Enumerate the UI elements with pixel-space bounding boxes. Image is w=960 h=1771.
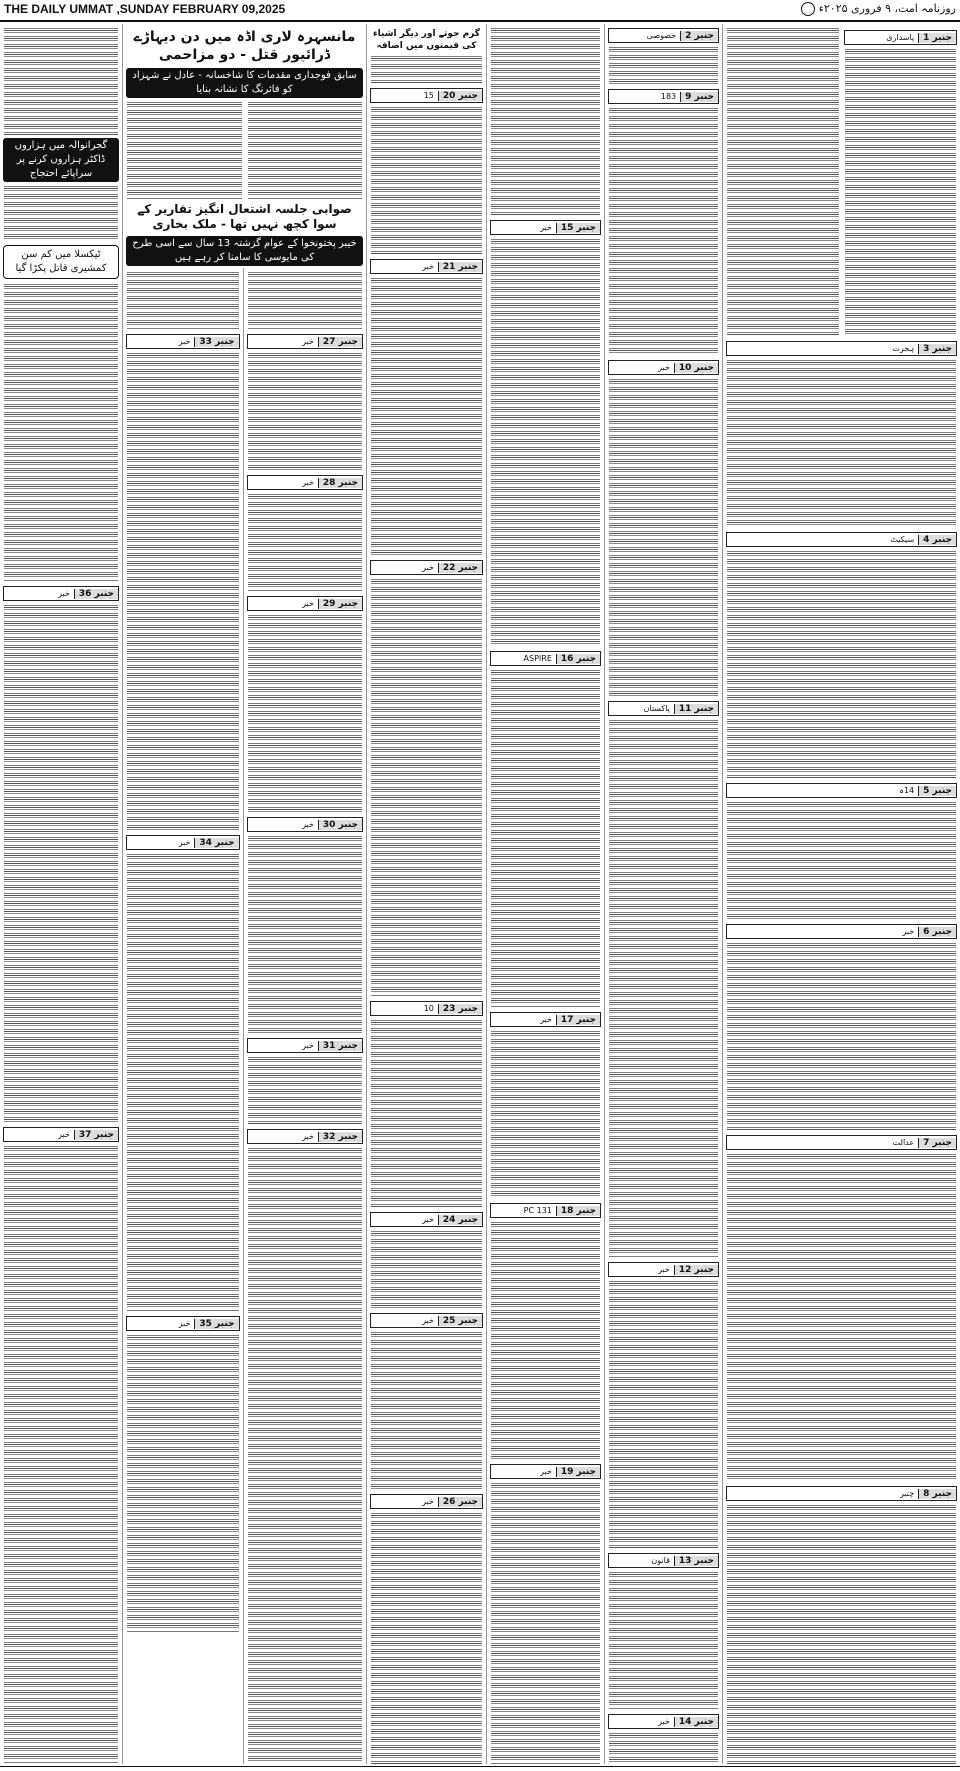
story-text: [491, 237, 600, 647]
story-text: [248, 100, 363, 200]
story-number: جنبر 26: [438, 1497, 482, 1507]
story-tag: [490, 651, 601, 666]
story-number: جنبر 16: [556, 654, 600, 664]
story-tag: [247, 334, 364, 349]
story-tag: [726, 924, 957, 939]
story-number: جنبر 14: [674, 1717, 718, 1727]
story-block: [608, 28, 719, 1764]
column-3: [486, 24, 604, 1764]
story-number: جنبر 9: [680, 92, 718, 102]
story-number: جنبر 17: [556, 1015, 600, 1025]
story-caption: PC 131: [523, 1206, 552, 1215]
story-caption: خبر: [540, 1015, 552, 1024]
story-text: [127, 1333, 239, 1633]
story-caption: خبر: [178, 838, 191, 847]
story-tag: [608, 1714, 719, 1729]
story-caption: خبر: [658, 1717, 670, 1726]
story-text: [727, 358, 956, 528]
story-tag: [370, 1494, 483, 1509]
story-text: [727, 1152, 956, 1482]
story-caption: خبر: [658, 1265, 670, 1274]
story-text: [491, 1481, 600, 1764]
story-text: [609, 45, 718, 85]
story-number: جنبر 29: [318, 599, 362, 609]
story-caption: خبر: [658, 363, 670, 372]
story-block: [370, 26, 483, 1764]
story-text: [248, 492, 363, 592]
story-number: جنبر 8: [918, 1489, 956, 1499]
story-tag: [126, 1316, 240, 1331]
story-number: جنبر 32: [318, 1132, 362, 1142]
story-number: جنبر 11: [674, 704, 718, 714]
story-caption: خبر: [178, 337, 191, 346]
story-caption: سیکیٹ: [890, 535, 915, 544]
swabi-strapline: خیبر پختونخوا کے عوام گزشتہ 13 سال سے اسی طرح کی مایوسی کا سامنا کر رہے ہیں: [126, 236, 363, 266]
story-text: [845, 47, 957, 337]
story-tag: [247, 1038, 364, 1053]
story-text: [727, 1503, 956, 1764]
story-text: [371, 1511, 482, 1764]
story-tag: [126, 835, 240, 850]
story-number: جنبر 3: [918, 344, 956, 354]
story-text: [127, 270, 239, 330]
page-footer-rule: [0, 1766, 960, 1771]
story-tag: [370, 88, 483, 103]
story-caption: 14ہ: [899, 786, 915, 795]
story-number: جنبر 1: [918, 33, 956, 43]
story-number: جنبر 33: [194, 337, 238, 347]
story-number: جنبر 15: [556, 223, 600, 233]
story-number: جنبر 22: [438, 563, 482, 573]
story-tag: [126, 334, 240, 349]
lead-strapline: سابق فوجداری مقدمات کا شاخسانہ - عادل نے شہزاد کو فائرنگ کا نشانہ بنایا: [126, 68, 363, 98]
story-text: [609, 1570, 718, 1710]
story-tag: [3, 1127, 119, 1142]
story-number: جنبر 25: [438, 1316, 482, 1326]
story-caption: خبر: [422, 1316, 434, 1325]
story-caption: 183: [660, 92, 677, 101]
story-text: [248, 1146, 363, 1764]
story-text: [127, 351, 239, 831]
column-5: [244, 268, 367, 1764]
story-tag: [608, 360, 719, 375]
story-caption: قانون: [651, 1556, 670, 1565]
story-number: جنبر 7: [918, 1138, 956, 1148]
story-caption: خبر: [422, 1215, 434, 1224]
story-tag: [490, 220, 601, 235]
story-text: [4, 282, 118, 582]
story-text: [248, 270, 363, 330]
story-text: [727, 800, 956, 920]
story-text: [491, 1029, 600, 1199]
story-number: جنبر 35: [194, 1319, 238, 1329]
story-number: جنبر 34: [194, 838, 238, 848]
story-text: [609, 718, 718, 1258]
story-number: جنبر 28: [318, 478, 362, 488]
story-number: جنبر 5: [918, 786, 956, 796]
story-caption: خبر: [58, 1130, 70, 1139]
column-2: [604, 24, 722, 1764]
story-text: [248, 1055, 363, 1125]
story-text: [727, 26, 839, 336]
story-number: جنبر 13: [674, 1556, 718, 1566]
story-tag: [247, 475, 364, 490]
story-number: جنبر 23: [438, 1004, 482, 1014]
story-number: جنبر 10: [674, 363, 718, 373]
story-text: [727, 941, 956, 1131]
story-caption: خبر: [302, 599, 314, 608]
story-number: جنبر 36: [74, 589, 118, 599]
story-tag: [370, 259, 483, 274]
story-text: [491, 26, 600, 216]
swabi-headline: صوابی جلسہ اشتعال انگیز تقاریر کے سوا کچھ نہیں تھا - ملک بخاری: [137, 202, 352, 231]
column-1-right: [844, 26, 958, 337]
story-tag: [608, 701, 719, 716]
story-number: جنبر 30: [318, 820, 362, 830]
story-caption: ASPIRE: [523, 654, 552, 663]
story-caption: عدالت: [892, 1138, 915, 1147]
story-tag: [490, 1203, 601, 1218]
story-text: [609, 1731, 718, 1764]
story-tag: [726, 532, 957, 547]
story-tag: [726, 341, 957, 356]
story-caption: خبر: [422, 563, 434, 572]
story-tag: [726, 1486, 957, 1501]
story-text: [609, 377, 718, 697]
story-tag: [370, 1212, 483, 1227]
lead-story: [126, 26, 363, 266]
story-text: [248, 351, 363, 471]
story-number: جنبر 2: [680, 31, 718, 41]
story-caption: چنبر: [899, 1489, 915, 1498]
story-tag: [608, 1553, 719, 1568]
story-number: جنبر 18: [556, 1206, 600, 1216]
headline-box-1: گجرانوالہ میں ہزاروں ڈاکٹر ہزاروں کرنے پر سراپائے احتجاج: [3, 138, 119, 182]
masthead-english-title: THE DAILY UMMAT ,SUNDAY FEBRUARY 09,2025: [4, 2, 286, 16]
story-caption: خبر: [302, 478, 314, 487]
story-caption: خبر: [302, 1132, 314, 1141]
column-6: [123, 268, 244, 1764]
story-number: جنبر 20: [438, 91, 482, 101]
masthead: [0, 0, 960, 22]
story-number: جنبر 6: [918, 927, 956, 937]
story-caption: 15: [423, 91, 434, 100]
story-tag: [370, 560, 483, 575]
story-text: [609, 1279, 718, 1549]
story-tag: [844, 30, 958, 45]
story-caption: خبر: [302, 337, 314, 346]
story-text: [248, 613, 363, 813]
story-caption: خبر: [540, 223, 552, 232]
story-text: [727, 549, 956, 779]
story-block: [247, 270, 364, 1764]
story-text: [371, 1018, 482, 1208]
story-tag: [247, 1129, 364, 1144]
story-tag: [370, 1001, 483, 1016]
story-text: [371, 1229, 482, 1309]
story-tag: [370, 1313, 483, 1328]
story-text: [127, 852, 239, 1312]
story-caption: خصوصی: [646, 31, 677, 40]
story-number: جنبر 21: [438, 262, 482, 272]
story-tag: [726, 783, 957, 798]
story-text: [4, 184, 118, 242]
banner-columns: [122, 24, 366, 1764]
story-tag: [247, 596, 364, 611]
story-number: جنبر 37: [74, 1130, 118, 1140]
column-4: [366, 24, 486, 1764]
story-tag: [608, 89, 719, 104]
story-tag: [490, 1464, 601, 1479]
story-tag: [3, 586, 119, 601]
story-text: [371, 577, 482, 997]
story-caption: خبر: [302, 820, 314, 829]
masthead-urdu-title: [798, 2, 956, 16]
story-text: [4, 1144, 118, 1764]
story-block: [3, 26, 119, 1764]
story-block: [126, 270, 240, 1633]
lead-headline: مانسہرہ لاری اڈہ میں دن دیہاڑے ڈرائیور قتل - دو مزاحمی: [133, 29, 356, 63]
column-1: [722, 24, 960, 1764]
story-caption: خبر: [58, 589, 70, 598]
story-caption: پاسداری: [886, 33, 915, 42]
story-block: [490, 26, 601, 1764]
story-number: جنبر 24: [438, 1215, 482, 1225]
story-caption: خبر: [902, 927, 915, 936]
story-block: [726, 26, 957, 1764]
story-caption: 10: [423, 1004, 434, 1013]
story-tag: [608, 28, 719, 43]
story-text: [491, 1220, 600, 1460]
story-text: [4, 26, 118, 136]
story-text: [609, 106, 718, 356]
story-number: جنبر 31: [318, 1041, 362, 1051]
story-tag: [726, 1135, 957, 1150]
story-caption: خبر: [178, 1319, 191, 1328]
masthead-urdu-text: روزنامہ امت، ۹ فروری ۲۰۲۵ء: [818, 2, 956, 15]
story-text: [127, 100, 242, 200]
story-caption: خبر: [422, 1497, 434, 1506]
story-caption: ہجرت: [892, 344, 915, 353]
column-7: [0, 24, 122, 1764]
story-number: جنبر 12: [674, 1265, 718, 1275]
story-tag: [247, 817, 364, 832]
column-1-left: [726, 26, 840, 337]
story-number: جنبر 4: [918, 535, 956, 545]
story-caption: خبر: [540, 1467, 552, 1476]
headline-box-2: ٹیکسلا میں کم سن کمشیری قاتل پکڑا گیا: [3, 245, 119, 279]
story-caption: خبر: [302, 1041, 314, 1050]
story-text: [248, 834, 363, 1034]
story-tag: [608, 1262, 719, 1277]
story-caption: پاکستان: [643, 704, 670, 713]
story-text: [491, 668, 600, 1008]
newspaper-logo-icon: [801, 2, 815, 16]
story-number: جنبر 27: [318, 337, 362, 347]
story-text: [371, 105, 482, 255]
story-text: [371, 276, 482, 556]
story-text: [4, 603, 118, 1123]
column4-top-headline: گرم جوتے اور دیگر اشیاء کی قیمتوں میں اضافہ: [372, 29, 481, 51]
story-tag: [490, 1012, 601, 1027]
story-number: جنبر 19: [556, 1467, 600, 1477]
story-text: [371, 1330, 482, 1490]
story-text: [371, 54, 482, 84]
story-caption: خبر: [422, 262, 434, 271]
